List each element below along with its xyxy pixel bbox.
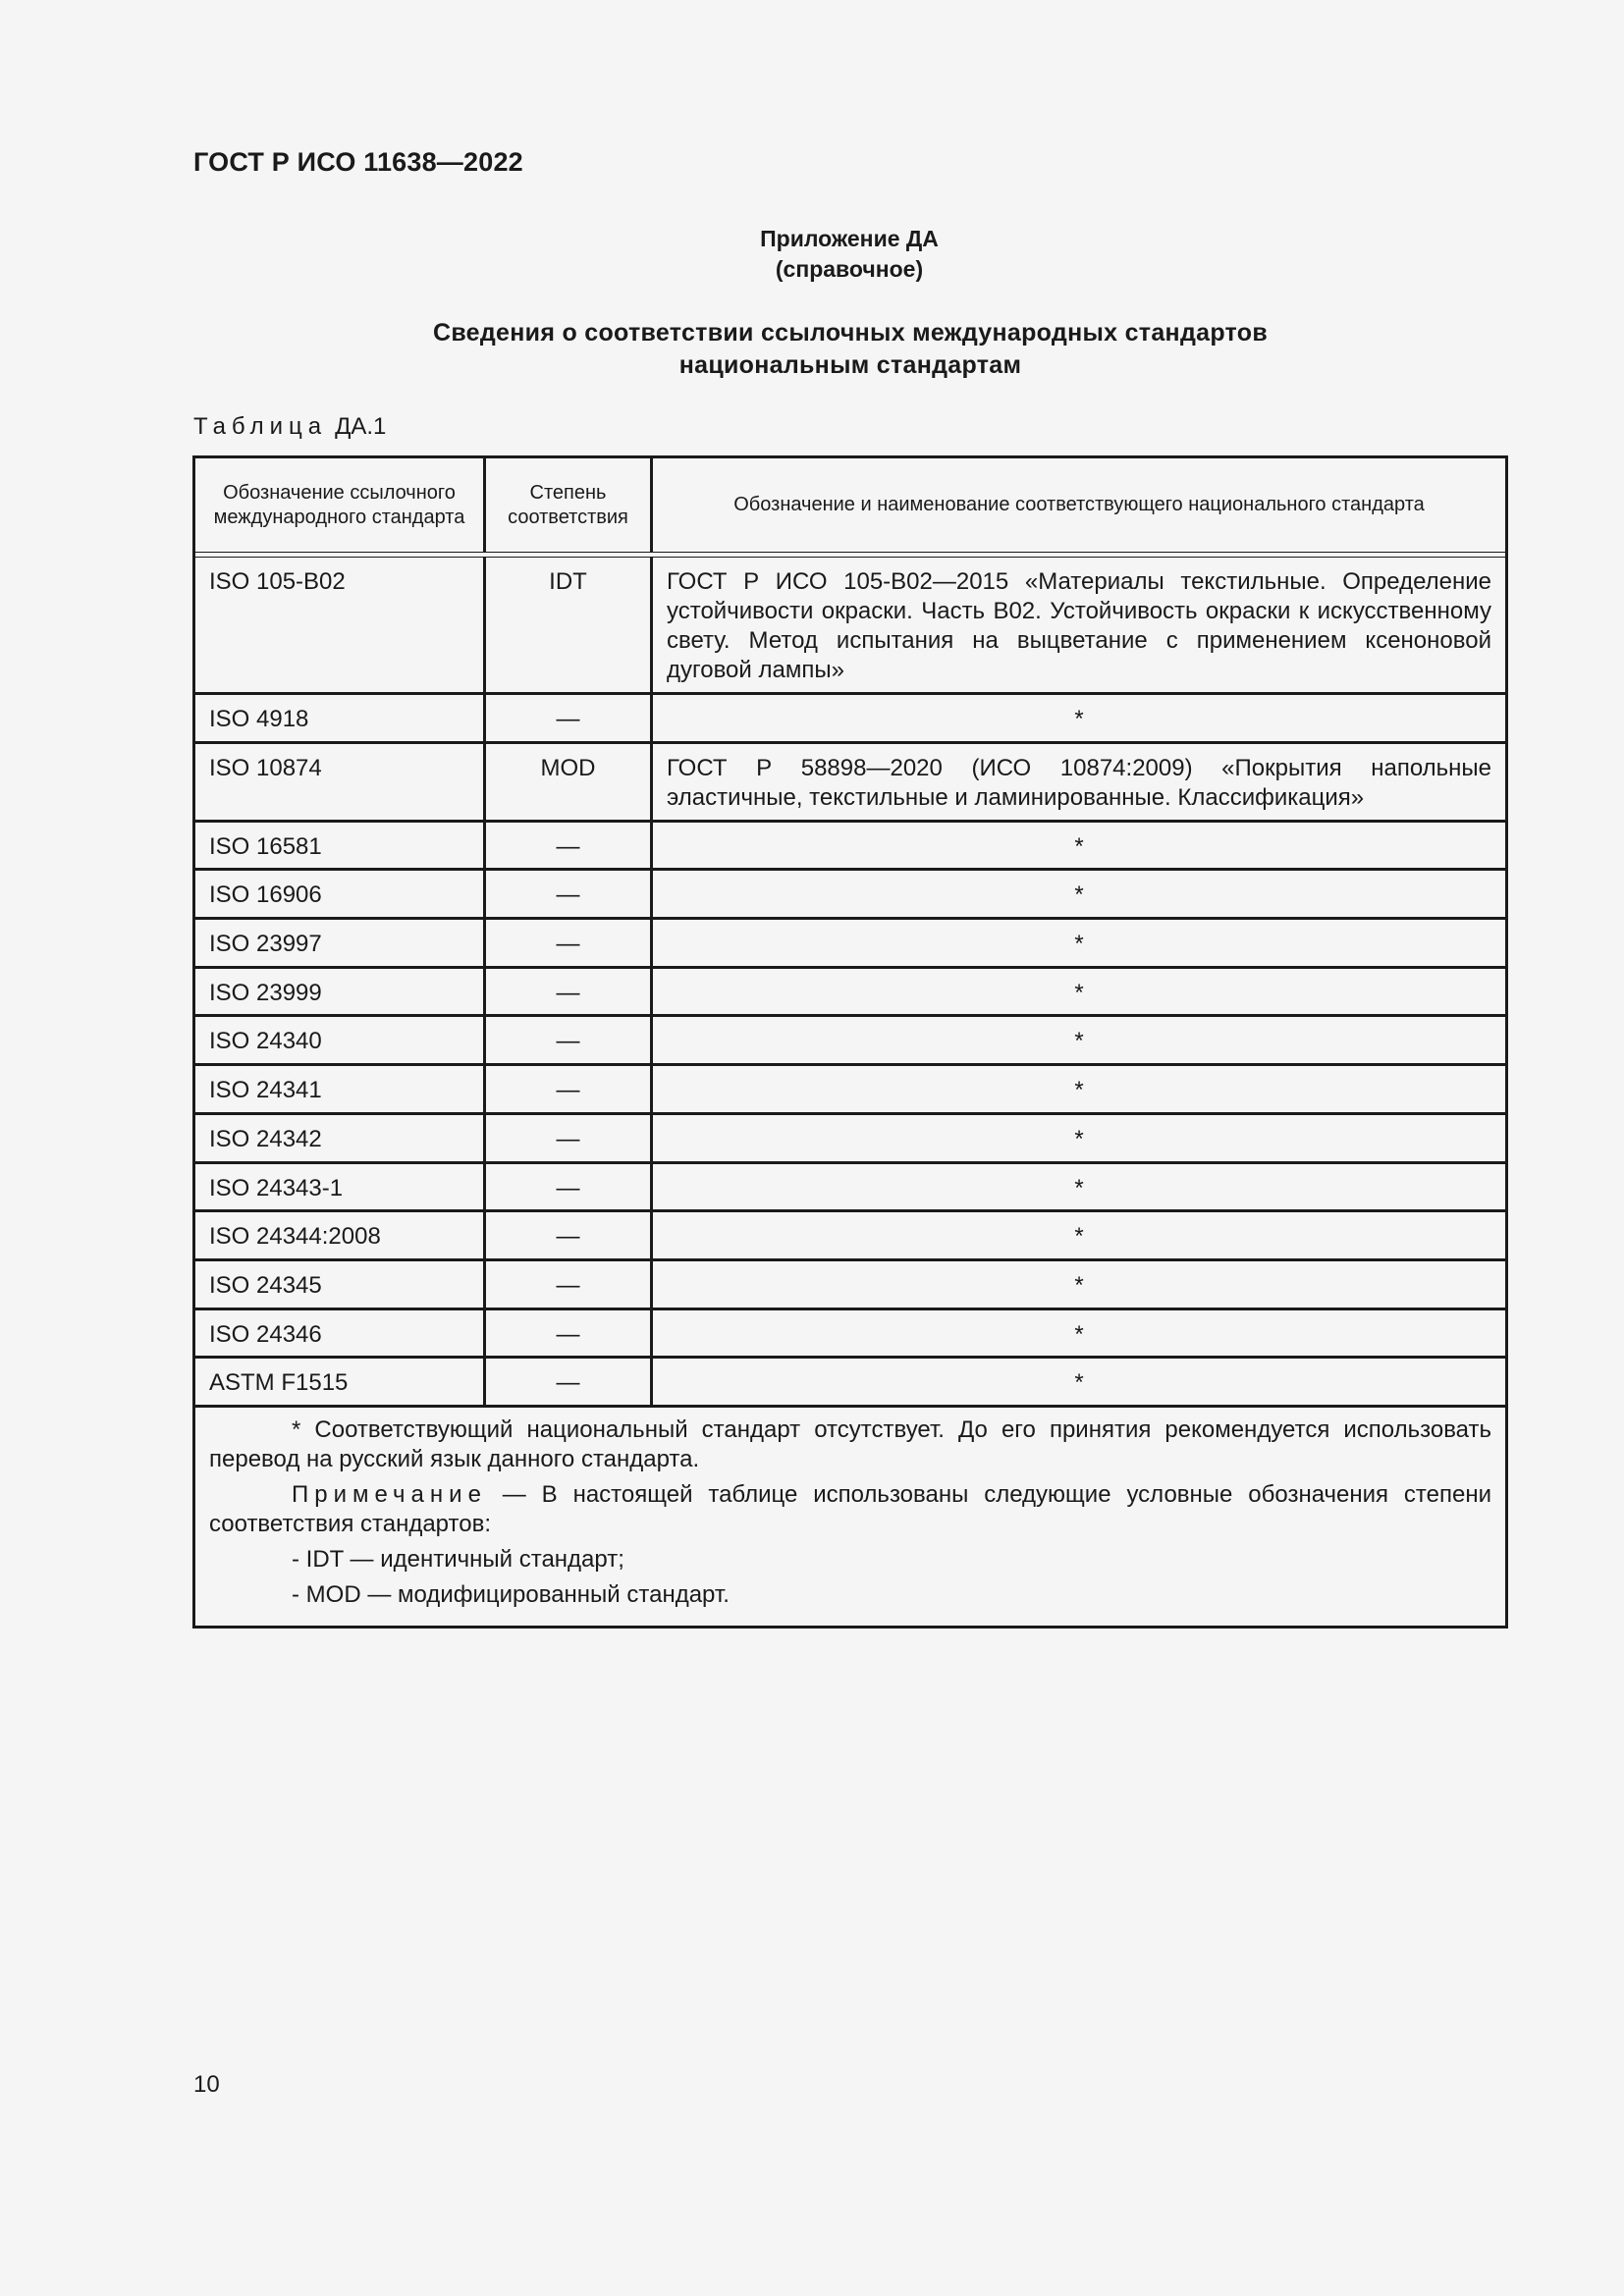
table-row bbox=[195, 1017, 1505, 1066]
table-header bbox=[195, 458, 1505, 553]
table-caption bbox=[193, 413, 386, 441]
footnote: * Соответствующий национальный стандарт отсутствует. До его принятия рекомендуется использовать перевод на русский язык данного стандарта. bbox=[209, 1415, 1491, 1472]
note-text: — В настоящей таблице использованы следующие условные обозначения степени соответствия стандартов: bbox=[209, 1480, 1491, 1537]
header-degree: Степень соответствия bbox=[486, 458, 653, 552]
cell-degree: — bbox=[486, 1164, 653, 1210]
cell-national-standard: * bbox=[1074, 1369, 1084, 1397]
cell-national-standard: * bbox=[1074, 706, 1084, 732]
table-row bbox=[195, 1212, 1505, 1261]
cell-national-standard: * bbox=[1074, 1077, 1084, 1104]
cell-national-standard: * bbox=[1074, 931, 1084, 958]
cell-national-standard: ГОСТ Р 58898—2020 (ИСО 10874:2009) «Покрытия напольные эластичные, текстильные и ламинированные. Классификация» bbox=[667, 754, 1491, 811]
header-national-standard: Обозначение и наименование соответствующего национального стандарта bbox=[733, 494, 1425, 515]
cell-intl-standard: ISO 24342 bbox=[195, 1115, 486, 1161]
table-row bbox=[195, 823, 1505, 872]
table-row bbox=[195, 920, 1505, 969]
page-number: 10 bbox=[193, 2071, 220, 2098]
table-row bbox=[195, 871, 1505, 920]
cell-intl-standard: ASTM F1515 bbox=[195, 1359, 486, 1405]
table-row bbox=[195, 1066, 1505, 1115]
cell-intl-standard: ISO 24344:2008 bbox=[195, 1212, 486, 1258]
table-row bbox=[195, 558, 1505, 695]
cell-degree: — bbox=[486, 1115, 653, 1161]
cell-national-standard: * bbox=[1074, 1174, 1084, 1201]
document-code: ГОСТ Р ИСО 11638—2022 bbox=[193, 147, 523, 177]
cell-national-standard: * bbox=[1074, 1320, 1084, 1348]
cell-degree: — bbox=[486, 1017, 653, 1063]
cell-degree: IDT bbox=[486, 558, 653, 692]
annex-heading bbox=[0, 224, 1624, 285]
cell-degree: — bbox=[486, 1261, 653, 1308]
cell-national-standard: * bbox=[1074, 881, 1084, 909]
cell-intl-standard: ISO 24340 bbox=[195, 1017, 486, 1063]
cell-national-standard: ГОСТ Р ИСО 105-B02—2015 «Материалы текстильные. Определение устойчивости окраски. Часть B02. Устойчивость окраски к искусственному свету. Метод испытания на выцветание с применением ксеноновой дуговой лампы» bbox=[667, 568, 1491, 683]
table-row bbox=[195, 695, 1505, 744]
heading-line-1: Сведения о соответствии ссылочных международных стандартов bbox=[432, 319, 1269, 347]
header-intl-standard: Обозначение ссылочного международного стандарта bbox=[195, 458, 486, 552]
cell-degree: — bbox=[486, 871, 653, 917]
annex-subject-heading bbox=[192, 317, 1508, 382]
note bbox=[209, 1480, 1491, 1539]
cell-degree: — bbox=[486, 1310, 653, 1357]
cell-national-standard: * bbox=[1074, 979, 1084, 1006]
cell-national-standard: * bbox=[1074, 1271, 1084, 1299]
cell-degree: MOD bbox=[486, 744, 653, 820]
table-row bbox=[195, 969, 1505, 1018]
cell-intl-standard: ISO 16581 bbox=[195, 823, 486, 869]
cell-intl-standard: ISO 24343-1 bbox=[195, 1164, 486, 1210]
table-row bbox=[195, 1261, 1505, 1310]
cell-national-standard: * bbox=[1074, 1125, 1084, 1152]
cell-degree: — bbox=[486, 920, 653, 966]
table-caption-id: ДА.1 bbox=[335, 413, 387, 440]
cell-degree: — bbox=[486, 695, 653, 741]
cell-degree: — bbox=[486, 969, 653, 1015]
correspondence-table bbox=[192, 455, 1508, 1629]
cell-intl-standard: ISO 10874 bbox=[195, 744, 486, 820]
table-row bbox=[195, 1164, 1505, 1213]
table-row bbox=[195, 1359, 1505, 1408]
cell-intl-standard: ISO 24346 bbox=[195, 1310, 486, 1357]
cell-national-standard: * bbox=[1074, 832, 1084, 860]
cell-national-standard: * bbox=[1074, 1028, 1084, 1055]
legend-mod: - MOD — модифицированный стандарт. bbox=[292, 1580, 730, 1608]
table-body bbox=[195, 558, 1505, 1408]
table-caption-word: Таблица bbox=[193, 413, 328, 440]
cell-intl-standard: ISO 16906 bbox=[195, 871, 486, 917]
note-label: Примечание bbox=[292, 1480, 487, 1508]
table-row bbox=[195, 1310, 1505, 1360]
annex-title: Приложение ДА bbox=[760, 226, 939, 251]
table-row bbox=[195, 1115, 1505, 1164]
cell-intl-standard: ISO 4918 bbox=[195, 695, 486, 741]
table-notes bbox=[195, 1408, 1505, 1626]
table-row bbox=[195, 744, 1505, 823]
cell-intl-standard: ISO 105-B02 bbox=[195, 558, 486, 692]
cell-degree: — bbox=[486, 823, 653, 869]
legend-idt: - IDT — идентичный стандарт; bbox=[292, 1545, 624, 1573]
cell-intl-standard: ISO 24341 bbox=[195, 1066, 486, 1112]
heading-line-2: национальным стандартам bbox=[678, 351, 1022, 379]
cell-intl-standard: ISO 23997 bbox=[195, 920, 486, 966]
cell-intl-standard: ISO 23999 bbox=[195, 969, 486, 1015]
cell-degree: — bbox=[486, 1359, 653, 1405]
cell-degree: — bbox=[486, 1212, 653, 1258]
annex-status: (справочное) bbox=[775, 256, 924, 282]
cell-degree: — bbox=[486, 1066, 653, 1112]
cell-national-standard: * bbox=[1074, 1223, 1084, 1251]
cell-intl-standard: ISO 24345 bbox=[195, 1261, 486, 1308]
